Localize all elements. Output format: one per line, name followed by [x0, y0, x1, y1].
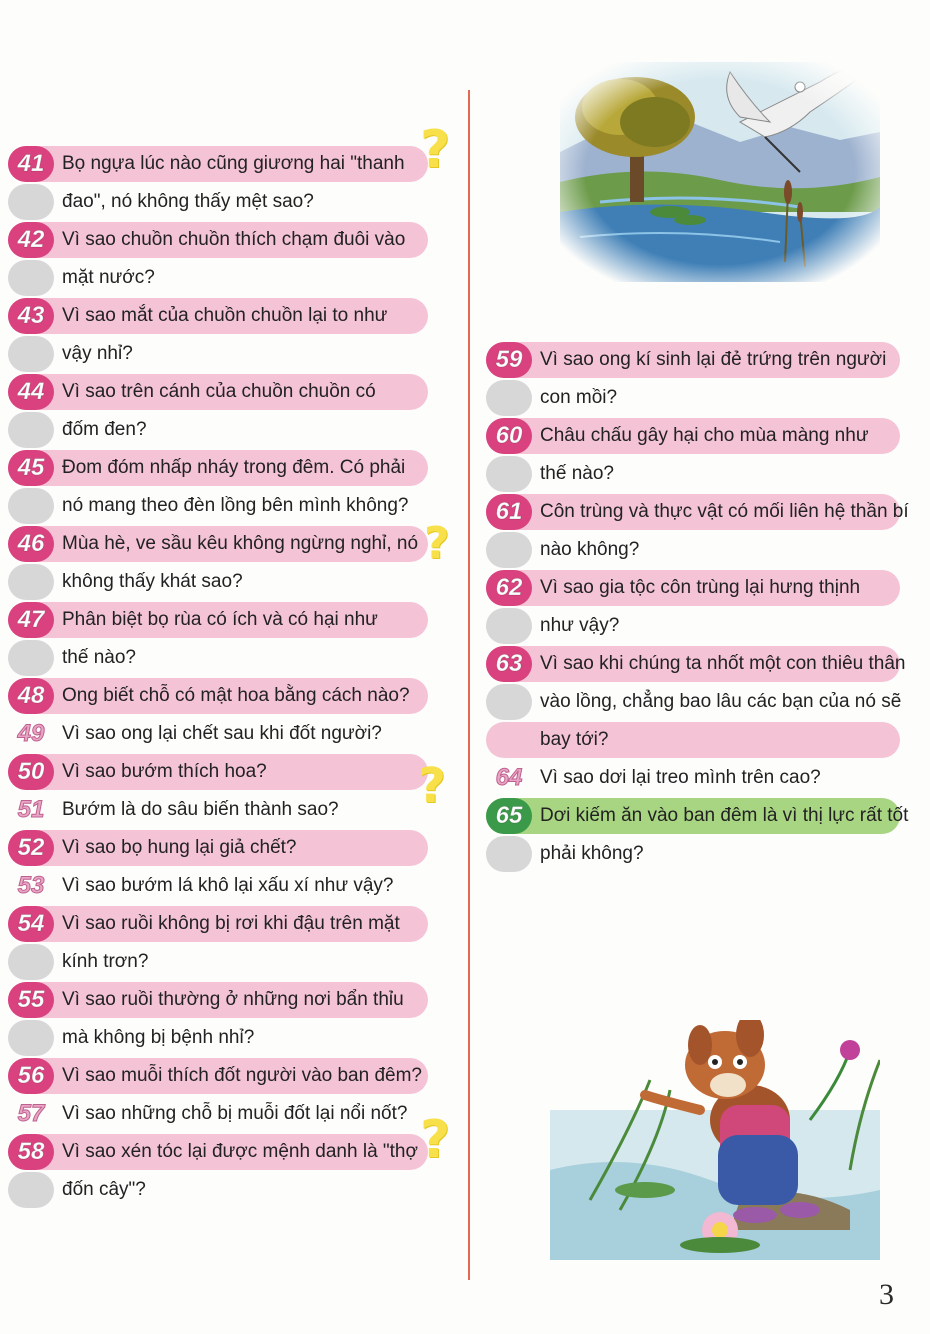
question-text: Dơi kiếm ăn vào ban đêm là vì thị lực rất tốt	[540, 805, 909, 826]
question-number: 43	[8, 298, 54, 334]
question-row	[8, 374, 428, 410]
question-band	[486, 456, 532, 492]
question-text: Vì sao bướm lá khô lại xấu xí như vậy?	[62, 875, 394, 896]
question-continuation-row	[486, 836, 900, 872]
question-band	[8, 336, 54, 372]
question-continuation-row	[486, 456, 900, 492]
question-row	[486, 646, 906, 682]
question-text: phải không?	[540, 843, 644, 864]
question-text: mà không bị bệnh nhỉ?	[62, 1027, 255, 1048]
question-text: không thấy khát sao?	[62, 571, 243, 592]
question-text: Bướm là do sâu biến thành sao?	[62, 799, 339, 820]
question-text: Vì sao gia tộc côn trùng lại hưng thịnh	[540, 577, 861, 598]
question-number: 60	[486, 418, 532, 454]
question-row	[8, 906, 428, 942]
question-row	[486, 760, 900, 796]
question-continuation-row	[8, 640, 428, 676]
question-band	[8, 488, 54, 524]
question-text: nó mang theo đèn lồng bên mình không?	[62, 495, 409, 516]
question-continuation-row	[8, 412, 428, 448]
question-continuation-row	[486, 722, 900, 758]
question-continuation-row	[8, 1172, 428, 1208]
question-number: 44	[8, 374, 54, 410]
question-row	[8, 1134, 428, 1170]
question-continuation-row	[486, 608, 900, 644]
question-number: 49	[8, 716, 54, 752]
question-band	[8, 640, 54, 676]
mouse-pond-illustration	[550, 1020, 880, 1260]
question-continuation-row	[8, 1020, 428, 1056]
question-number: 64	[486, 760, 532, 796]
question-text: kính trơn?	[62, 951, 149, 972]
question-text: Mùa hè, ve sầu kêu không ngừng nghỉ, nó	[62, 533, 419, 554]
question-text: đốm đen?	[62, 419, 147, 440]
question-row	[8, 450, 428, 486]
question-number: 52	[8, 830, 54, 866]
question-row	[486, 494, 909, 530]
question-number: 56	[8, 1058, 54, 1094]
question-text: Ong biết chỗ có mật hoa bằng cách nào?	[62, 685, 410, 706]
question-text: Phân biệt bọ rùa có ích và có hại như	[62, 609, 378, 630]
question-text: Vì sao bọ hung lại giả chết?	[62, 837, 297, 858]
question-row	[486, 418, 900, 454]
question-band	[8, 1020, 54, 1056]
question-continuation-row	[486, 684, 900, 720]
question-text: Vì sao chuồn chuồn thích chạm đuôi vào	[62, 229, 406, 250]
question-band	[486, 608, 532, 644]
question-text: Vì sao trên cánh của chuồn chuồn có	[62, 381, 376, 402]
question-text: Bọ ngựa lúc nào cũng giương hai "thanh	[62, 153, 405, 174]
question-row	[8, 298, 428, 334]
question-row	[8, 868, 428, 904]
question-band	[8, 564, 54, 600]
question-text: Côn trùng và thực vật có mối liên hệ thần bí	[540, 501, 909, 522]
question-text: con mồi?	[540, 387, 618, 408]
question-text: Vì sao mắt của chuồn chuồn lại to như	[62, 305, 388, 326]
question-continuation-row	[8, 336, 428, 372]
question-text: Vì sao ong kí sinh lại đẻ trứng trên người	[540, 349, 887, 370]
question-number: 55	[8, 982, 54, 1018]
question-row	[486, 570, 900, 606]
question-continuation-row	[8, 260, 428, 296]
question-row	[486, 798, 909, 834]
question-text: Vì sao xén tóc lại được mệnh danh là "thợ	[62, 1141, 418, 1162]
question-number: 47	[8, 602, 54, 638]
question-text: Vì sao những chỗ bị muỗi đốt lại nổi nốt?	[62, 1103, 408, 1124]
question-row	[8, 1058, 428, 1094]
question-band	[486, 532, 532, 568]
question-row	[8, 222, 428, 258]
question-row	[486, 342, 900, 378]
question-number: 63	[486, 646, 532, 682]
question-band	[486, 836, 532, 872]
question-number: 41	[8, 146, 54, 182]
question-number: 48	[8, 678, 54, 714]
question-row	[8, 146, 428, 182]
question-row	[8, 602, 428, 638]
question-band	[8, 412, 54, 448]
question-continuation-row	[8, 184, 428, 220]
question-number: 57	[8, 1096, 54, 1132]
question-row	[8, 792, 428, 828]
question-text: Vì sao dơi lại treo mình trên cao?	[540, 767, 821, 788]
question-number: 54	[8, 906, 54, 942]
question-continuation-row	[486, 380, 900, 416]
question-band	[486, 684, 532, 720]
question-mark-icon: ?	[420, 120, 451, 180]
question-band	[8, 184, 54, 220]
question-text: nào không?	[540, 539, 640, 560]
question-row	[8, 982, 428, 1018]
question-text: Vì sao muỗi thích đốt người vào ban đêm?	[62, 1065, 422, 1086]
question-number: 50	[8, 754, 54, 790]
question-number: 61	[486, 494, 532, 530]
question-number: 53	[8, 868, 54, 904]
heron-pond-illustration	[560, 62, 880, 282]
question-continuation-row	[8, 488, 428, 524]
question-number: 45	[8, 450, 54, 486]
column-divider	[468, 90, 470, 1280]
question-row	[8, 1096, 428, 1132]
question-text: Vì sao ruồi không bị rơi khi đậu trên mặt	[62, 913, 400, 934]
page-number: 3	[879, 1278, 894, 1311]
question-row	[8, 526, 428, 562]
question-number: 51	[8, 792, 54, 828]
question-number: 65	[486, 798, 532, 834]
question-text: vậy nhỉ?	[62, 343, 133, 364]
question-text: đốn cây"?	[62, 1179, 146, 1200]
question-text: thế nào?	[62, 647, 136, 668]
question-text: vào lồng, chẳng bao lâu các bạn của nó sẽ	[540, 691, 902, 712]
question-row	[8, 716, 428, 752]
question-text: Vì sao khi chúng ta nhốt một con thiêu thân	[540, 653, 906, 674]
question-text: thế nào?	[540, 463, 614, 484]
question-text: mặt nước?	[62, 267, 155, 288]
question-band	[8, 260, 54, 296]
question-text: bay tới?	[540, 729, 609, 750]
question-number: 58	[8, 1134, 54, 1170]
question-text: Vì sao ong lại chết sau khi đốt người?	[62, 723, 382, 744]
question-mark-icon: ?	[420, 1110, 451, 1170]
question-continuation-row	[8, 944, 428, 980]
question-row	[8, 830, 428, 866]
question-number: 59	[486, 342, 532, 378]
question-continuation-row	[8, 564, 428, 600]
question-band	[486, 380, 532, 416]
question-band	[8, 944, 54, 980]
question-text: Vì sao ruồi thường ở những nơi bẩn thỉu	[62, 989, 404, 1010]
question-band	[8, 1172, 54, 1208]
question-number: 46	[8, 526, 54, 562]
question-number: 62	[486, 570, 532, 606]
question-text: Vì sao bướm thích hoa?	[62, 761, 267, 782]
question-mark-icon: ?	[424, 518, 450, 569]
question-mark-icon: ?	[418, 758, 446, 814]
question-row	[8, 678, 428, 714]
question-number: 42	[8, 222, 54, 258]
question-text: đao", nó không thấy mệt sao?	[62, 191, 314, 212]
question-text: Đom đóm nhấp nháy trong đêm. Có phải	[62, 457, 406, 478]
question-row	[8, 754, 428, 790]
question-text: như vậy?	[540, 615, 620, 636]
question-continuation-row	[486, 532, 900, 568]
question-text: Châu chấu gây hại cho mùa màng như	[540, 425, 869, 446]
